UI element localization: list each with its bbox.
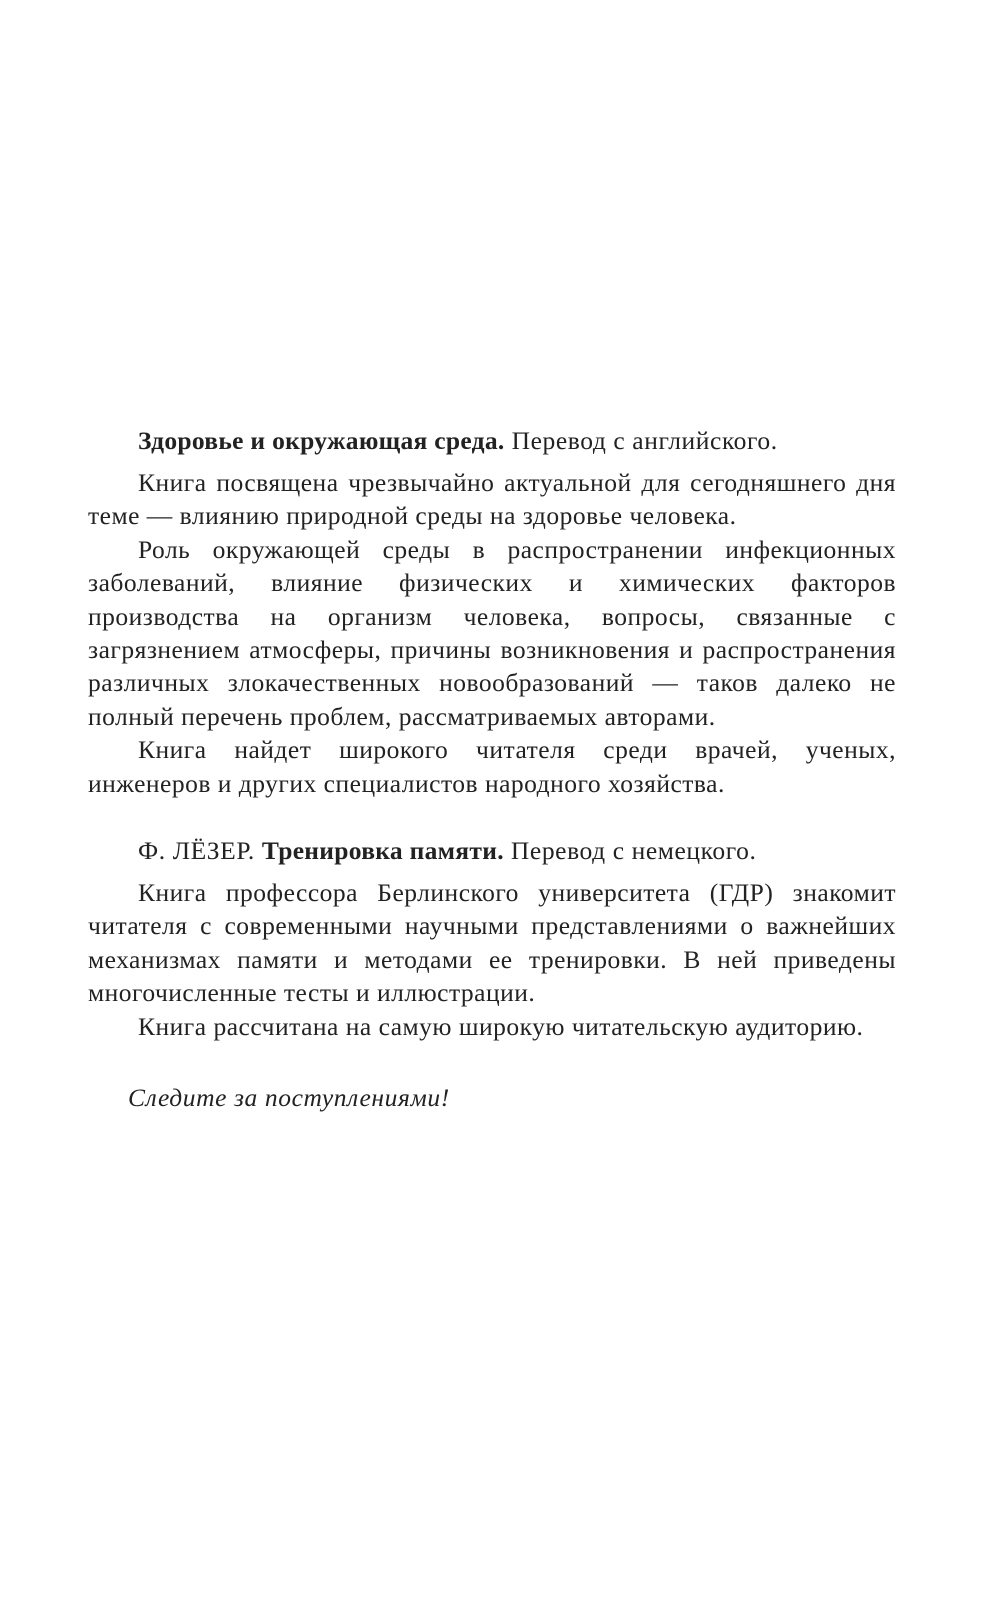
entry-paragraph: Книга рассчитана на самую широкую читательскую аудиторию.	[138, 1011, 864, 1041]
entry-translation-note: Перевод с немецкого.	[510, 836, 757, 866]
entry-paragraph: Книга профессора Берлинского университета (ГДР) знакомит читателя с современными научными представлениями о важнейших механизмах памяти и методами ее тренировки. В ней приведены многочисленные тесты и иллюстрации.	[88, 878, 896, 1008]
entry-heading	[88, 424, 896, 458]
entry-author: Ф. ЛЁЗЕР.	[138, 836, 255, 866]
entry-title: Здоровье и окружающая среда.	[138, 426, 505, 455]
entry-title: Тренировка памяти.	[261, 836, 504, 866]
book-announcements	[88, 424, 896, 1115]
entry-paragraph: Книга посвящена чрезвычайно актуальной для сегодняшнего дня теме — влиянию природной среды на здоровье человека.	[88, 468, 896, 531]
closing-note: Следите за поступлениями!	[128, 1083, 450, 1113]
entry-memory-training	[88, 834, 896, 1043]
entry-heading	[88, 834, 896, 868]
entry-health-environment	[88, 424, 896, 800]
entry-paragraph: Роль окружающей среды в распространении инфекционных заболеваний, влияние физических и химических факторов производства на организм человека, вопросы, связанные с загрязнением атмосферы, причины возникновения и распространения различных злокачественных новообразований — таков далеко не полный перечень проблем, рассматриваемых авторами.	[88, 534, 896, 731]
entry-paragraph: Книга найдет широкого читателя среди врачей, ученых, инженеров и других специалистов народного хозяйства.	[88, 735, 896, 798]
entry-translation-note: Перевод с английского.	[511, 426, 778, 455]
